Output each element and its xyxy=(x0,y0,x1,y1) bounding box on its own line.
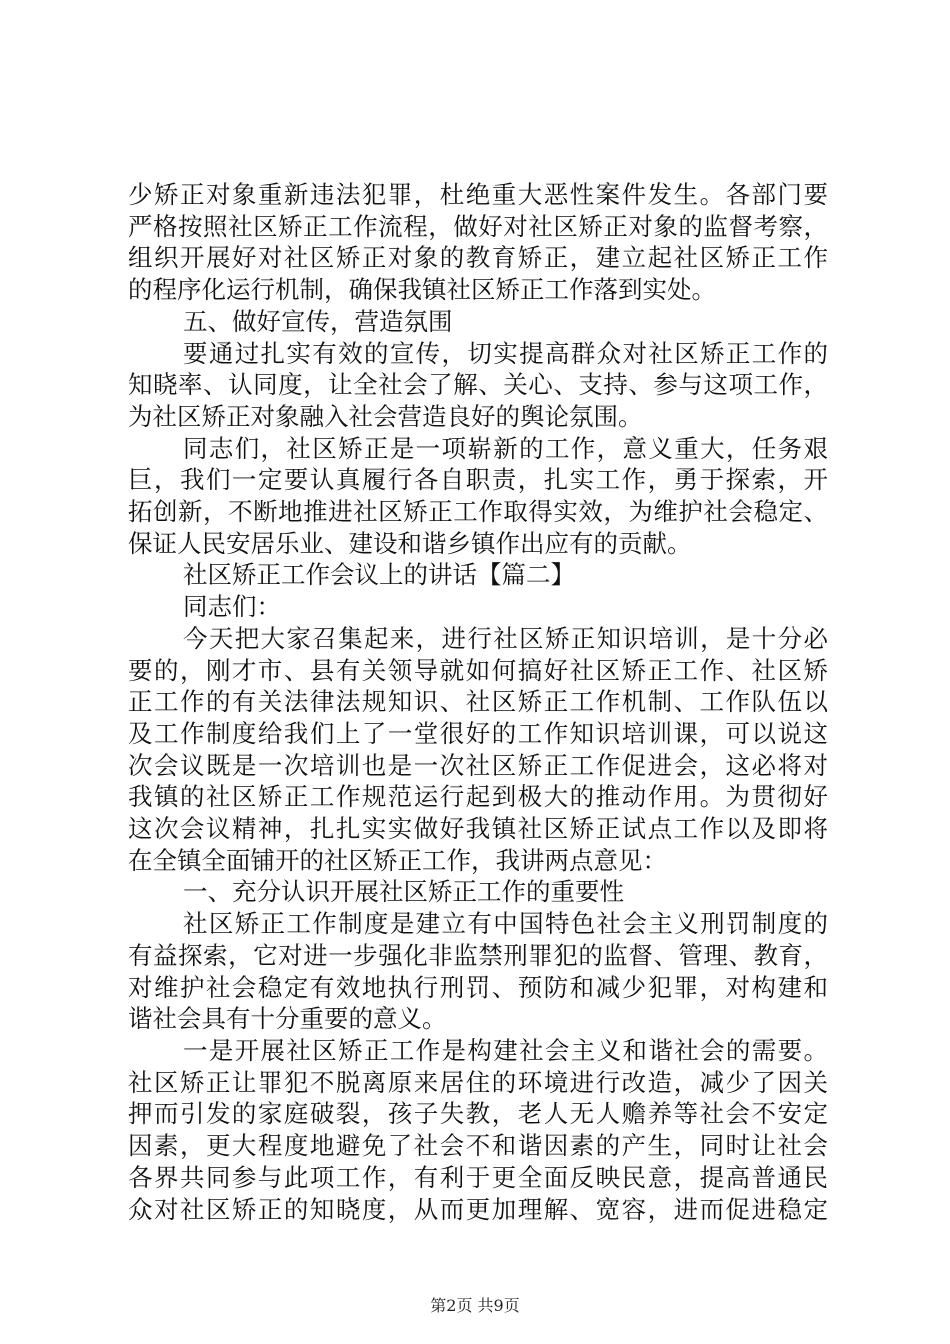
text-line: 这次会议精神，扎扎实实做好我镇社区矫正试点工作以及即将 xyxy=(128,814,828,844)
text-line: 知晓率、认同度，让全社会了解、关心、支持、参与这项工作， xyxy=(128,370,828,400)
document-body xyxy=(128,179,828,1225)
text-line: 次会议既是一次培训也是一次社区矫正工作促进会，这必将对 xyxy=(128,750,828,780)
page-footer: 第2页 共9页 xyxy=(430,1296,520,1315)
text-line: 少矫正对象重新违法犯罪，杜绝重大恶性案件发生。各部门要 xyxy=(128,180,828,209)
text-line: 在全镇全面铺开的社区矫正工作，我讲两点意见： xyxy=(128,845,667,875)
text-line: 押而引发的家庭破裂，孩子失教，老人无人赡养等社会不安定 xyxy=(128,1099,828,1129)
text-line: 谐社会具有十分重要的意义。 xyxy=(128,1004,447,1034)
text-line: 正工作的有关法律法规知识、社区矫正工作机制、工作队伍以 xyxy=(128,687,828,717)
text-line: 因素，更大程度地避免了社会不和谐因素的产生，同时让社会 xyxy=(128,1131,828,1161)
text-line: 巨，我们一定要认真履行各自职责，扎实工作，勇于探索，开 xyxy=(128,465,828,495)
text-line: 要通过扎实有效的宣传，切实提高群众对社区矫正工作的 xyxy=(183,338,828,368)
text-line: 组织开展好对社区矫正对象的教育矫正，建立起社区矫正工作 xyxy=(128,243,828,273)
text-line: 及工作制度给我们上了一堂很好的工作知识培训课，可以说这 xyxy=(128,718,828,748)
text-line: 对维护社会稳定有效地执行刑罚、预防和减少犯罪，对构建和 xyxy=(128,972,828,1002)
text-line: 有益探索，它对进一步强化非监禁刑罪犯的监督、管理、教育， xyxy=(128,940,828,970)
text-line: 社区矫正让罪犯不脱离原来居住的环境进行改造，减少了因关 xyxy=(128,1067,828,1097)
text-line: 一是开展社区矫正工作是构建社会主义和谐社会的需要。 xyxy=(183,1035,828,1065)
text-line: 严格按照社区矫正工作流程，做好对社区矫正对象的监督考察， xyxy=(128,211,828,241)
text-line: 同志们： xyxy=(183,592,281,622)
text-line: 社区矫正工作制度是建立有中国特色社会主义刑罚制度的 xyxy=(183,909,828,939)
text-line: 一、充分认识开展社区矫正工作的重要性 xyxy=(183,877,624,907)
text-line: 保证人民安居乐业、建设和谐乡镇作出应有的贡献。 xyxy=(128,528,692,558)
text-line: 我镇的社区矫正工作规范运行起到极大的推动作用。为贯彻好 xyxy=(128,782,828,812)
text-line: 的程序化运行机制，确保我镇社区矫正工作落到实处。 xyxy=(128,275,716,305)
text-line: 同志们，社区矫正是一项崭新的工作，意义重大，任务艰 xyxy=(183,433,828,463)
text-line: 要的，刚才市、县有关领导就如何搞好社区矫正工作、社区矫 xyxy=(128,655,828,685)
text-line: 今天把大家召集起来，进行社区矫正知识培训，是十分必 xyxy=(183,623,828,653)
text-line: 为社区矫正对象融入社会营造良好的舆论氛围。 xyxy=(128,401,643,431)
text-line: 社区矫正工作会议上的讲话【篇二】 xyxy=(183,560,575,590)
text-line: 拓创新，不断地推进社区矫正工作取得实效，为维护社会稳定、 xyxy=(128,497,828,527)
text-line: 各界共同参与此项工作，有利于更全面反映民意，提高普通民 xyxy=(128,1162,828,1192)
text-line: 众对社区矫正的知晓度，从而更加理解、宽容，进而促进稳定 xyxy=(128,1194,828,1224)
text-line: 五、做好宣传，营造氛围 xyxy=(183,306,453,336)
